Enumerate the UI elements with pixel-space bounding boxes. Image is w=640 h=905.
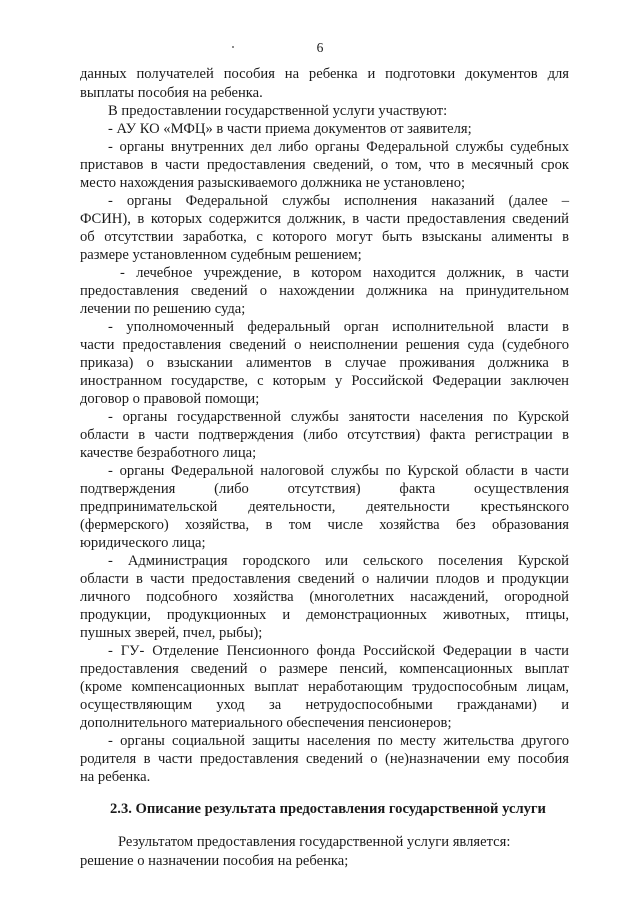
- text-line: лечении по решению суда;: [80, 301, 246, 317]
- text-line: место нахождения разыскиваемого должника не установлено;: [80, 175, 466, 191]
- text-line: размере установленном судебным решением;: [80, 247, 362, 263]
- text-line: дополнительного материального обеспечения пенсионеров;: [80, 715, 452, 731]
- text-line: договор о правовой помощи;: [80, 391, 260, 407]
- text-line: - АУ КО «МФЦ» в части приема документов от заявителя;: [108, 121, 472, 137]
- text-line: области в части предоставления сведений о наличии плодов и продукции: [80, 571, 569, 587]
- text-line: осуществляющим уход за нетрудоспособными гражданами) и: [80, 697, 569, 713]
- text-line: решение о назначении пособия на ребенка;: [80, 853, 349, 869]
- text-line: - Администрация городского или сельского поселения Курской: [108, 553, 569, 569]
- text-line: (кроме компенсационных выплат неработающим трудоспособным лицам,: [80, 679, 569, 695]
- text-line: предпринимательской деятельности, деятельности крестьянского: [80, 499, 569, 515]
- text-line: предоставления сведений о нахождении должника на принудительном: [80, 283, 569, 299]
- text-line: области в части подтверждения (либо отсутствия) факта регистрации в: [80, 427, 569, 443]
- section-heading: 2.3. Описание результата предоставления государственной услуги: [110, 801, 546, 817]
- text-line: - лечебное учреждение, в котором находится должник, в части: [120, 265, 569, 281]
- scan-artifact: [232, 46, 234, 48]
- text-line: - органы социальной защиты населения по месту жительства другого: [108, 733, 569, 749]
- text-line: приставов в части предоставления сведений, о том, что в месячный срок: [80, 157, 569, 173]
- text-line: подтверждения (либо отсутствия) факта осуществления: [80, 481, 569, 497]
- text-line: части предоставления сведений о неисполнении решения суда (судебного: [80, 337, 569, 353]
- text-line: В предоставлении государственной услуги участвуют:: [108, 103, 448, 119]
- text-line: выплаты пособия на ребенка.: [80, 85, 263, 101]
- text-line: ФСИН), в которых содержится должник, в части предоставления сведений: [80, 211, 569, 227]
- text-line: на ребенка.: [80, 769, 151, 785]
- text-line: пушных зверей, пчел, рыбы);: [80, 625, 263, 641]
- text-line: иностранном государстве, с которым у Российской Федерации заключен: [80, 373, 569, 389]
- text-line: приказа) о взыскании алиментов в случае проживания должника в: [80, 355, 569, 371]
- text-line: (фермерского) хозяйства, в том числе хозяйства без образования: [80, 517, 569, 533]
- text-line: юридического лица;: [80, 535, 206, 551]
- text-line: - ГУ- Отделение Пенсионного фонда Российской Федерации в части: [108, 643, 569, 659]
- page-number: 6: [316, 40, 324, 55]
- text-line: об отсутствии заработка, с которого могут быть взысканы алименты в: [80, 229, 569, 245]
- text-line: Результатом предоставления государственной услуги является:: [118, 834, 511, 850]
- text-line: - органы государственной службы занятости населения по Курской: [108, 409, 569, 425]
- text-line: качестве безработного лица;: [80, 445, 257, 461]
- text-line: - органы Федеральной налоговой службы по Курской области в части: [108, 463, 569, 479]
- text-line: личного подсобного хозяйства (многолетних насаждений, огородной: [80, 589, 569, 605]
- text-line: родителя в части предоставления сведений о (не)назначении ему пособия: [80, 751, 569, 767]
- text-line: продукции, продукционных и демонстрационных животных, птицы,: [80, 607, 569, 623]
- text-line: - органы внутренних дел либо органы Федеральной службы судебных: [108, 139, 569, 155]
- text-line: предоставления сведений о размере пенсий, компенсационных выплат: [80, 661, 569, 677]
- text-line: данных получателей пособия на ребенка и подготовки документов для: [80, 66, 569, 82]
- text-line: - уполномоченный федеральный орган исполнительной власти в: [108, 319, 569, 335]
- text-line: - органы Федеральной службы исполнения наказаний (далее –: [108, 193, 569, 209]
